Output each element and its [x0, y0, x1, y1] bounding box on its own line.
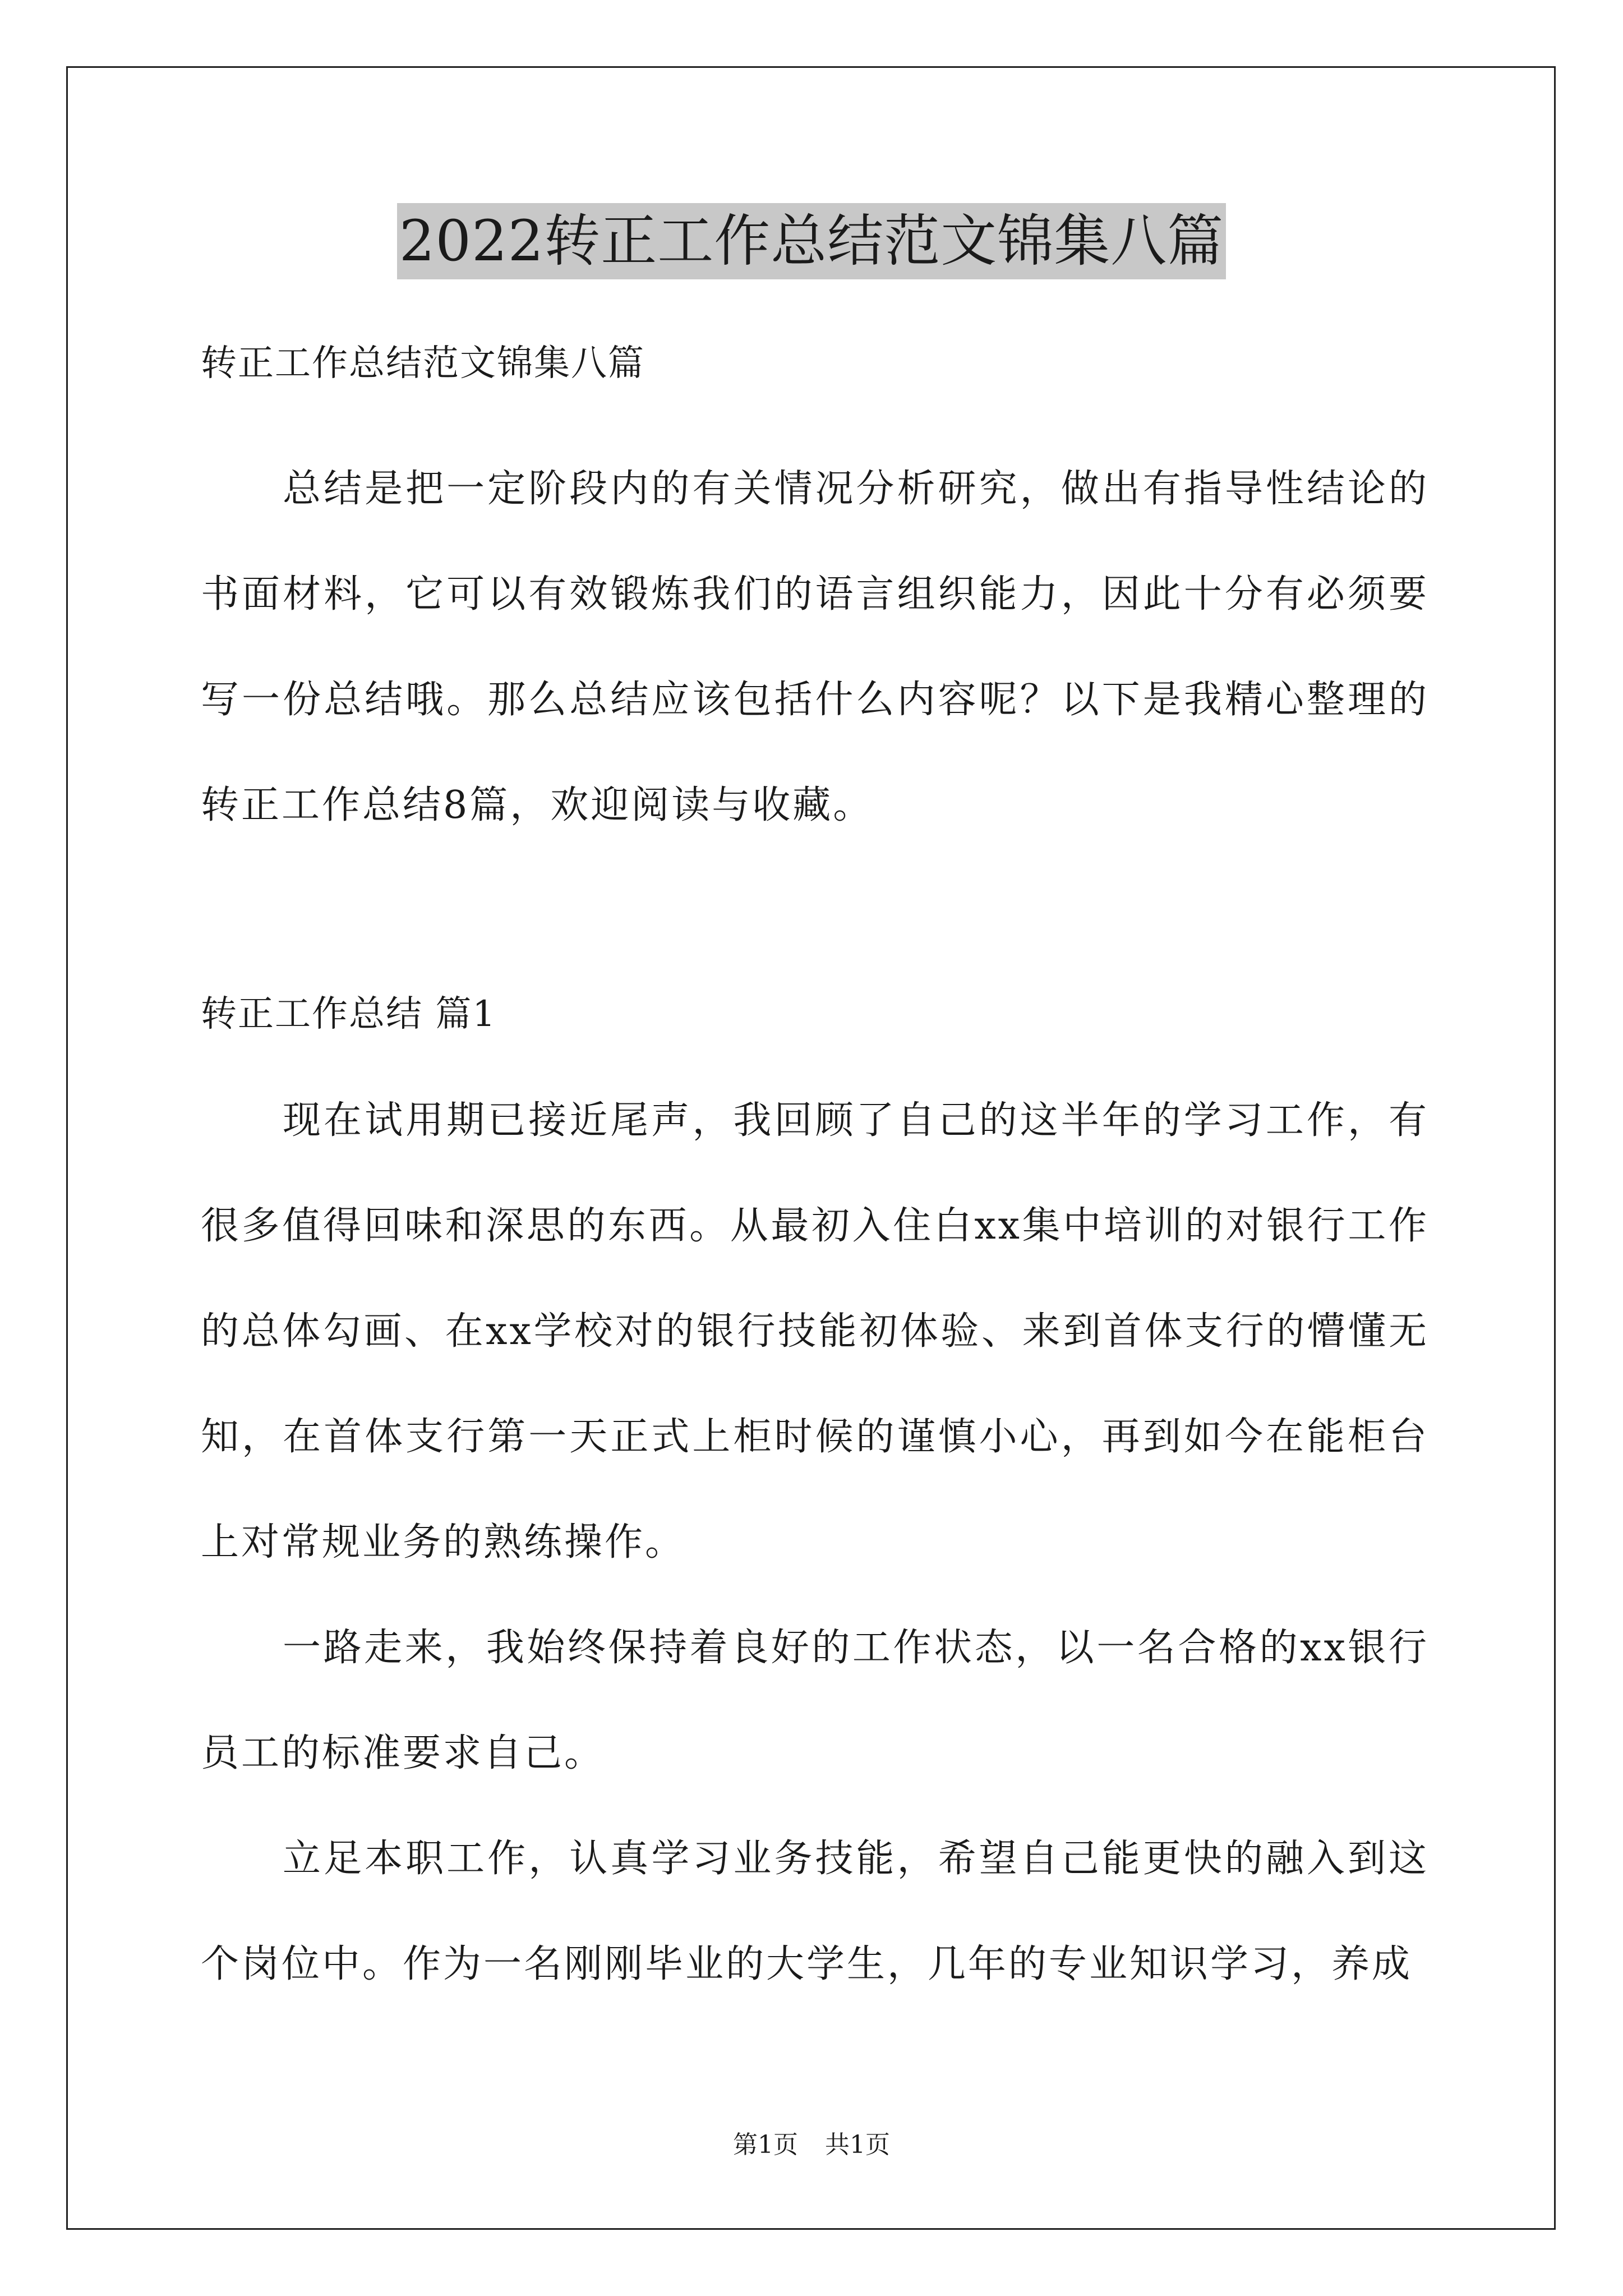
document-subtitle: 转正工作总结范文锦集八篇 — [201, 343, 645, 384]
intro-paragraph: 总结是把一定阶段内的有关情况分析研究，做出有指导性结论的书面材料，它可以有效锻炼我们的语言组织能力，因此十分有必须要写一份总结哦。那么总结应该包括什么内容呢？以下是我精心整理的转正工作总结8篇，欢迎阅读与收藏。 — [201, 467, 1429, 827]
page-total: 共1页 — [825, 2131, 890, 2159]
document-title: 2022转正工作总结范文锦集八篇 — [397, 203, 1227, 279]
title-container — [0, 203, 1623, 279]
body-paragraph: 现在试用期已接近尾声，我回顾了自己的这半年的学习工作，有很多值得回味和深思的东西。从最初入住白xx集中培训的对银行工作的总体勾画、在xx学校对的银行技能初体验、来到首体支行的懵懂无知，在首体支行第一天正式上柜时候的谨慎小心，再到如今在能柜台上对常规业务的熟练操作。 — [201, 1098, 1429, 1565]
document-body — [201, 337, 1429, 2017]
page-number: 第1页 — [733, 2131, 798, 2159]
body-paragraph: 一路走来，我始终保持着良好的工作状态，以一名合格的xx银行员工的标准要求自己。 — [201, 1626, 1429, 1775]
section-heading: 转正工作总结 篇1 — [201, 993, 497, 1035]
page-footer — [0, 2128, 1623, 2162]
body-paragraph: 立足本职工作，认真学习业务技能，希望自己能更快的融入到这个岗位中。作为一名刚刚毕业的大学生，几年的专业知识学习，养成 — [201, 1837, 1429, 1986]
